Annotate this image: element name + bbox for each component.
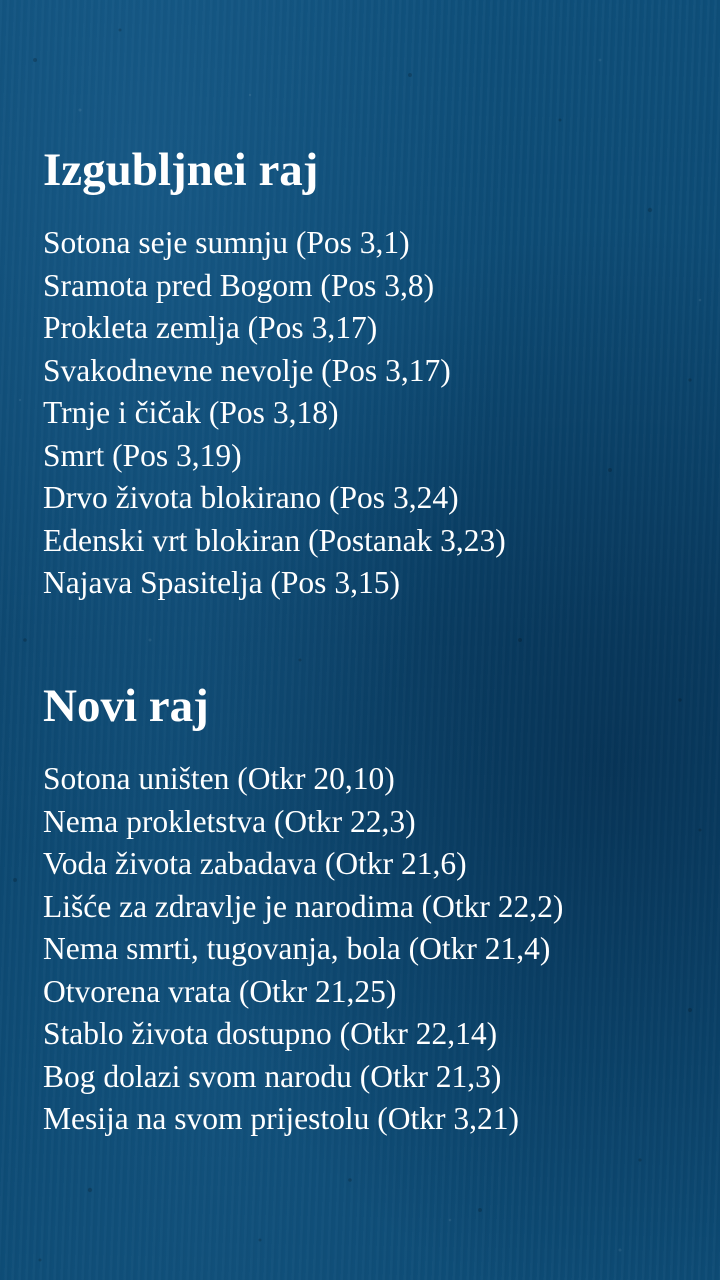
list-item: Nema prokletstva (Otkr 22,3) [43, 803, 416, 839]
list-item: Edenski vrt blokiran (Postanak 3,23) [43, 522, 506, 558]
list-item: Mesija na svom prijestolu (Otkr 3,21) [43, 1101, 519, 1136]
list-item: Voda života zabadava (Otkr 21,6) [43, 846, 467, 881]
list-item: Trnje i čičak (Pos 3,18) [43, 395, 339, 430]
list-item: Lišće za zdravlje je narodima (Otkr 22,2) [43, 888, 564, 924]
list-item: Otvorena vrata (Otkr 21,25) [43, 973, 397, 1009]
list-item: Sotona seje sumnju (Pos 3,1) [43, 225, 410, 260]
list-item: Bog dolazi svom narodu (Otkr 21,3) [43, 1058, 502, 1094]
section-title-novi-raj: Novi raj [43, 680, 209, 732]
list-item: Stablo života dostupno (Otkr 22,14) [43, 1016, 498, 1051]
section-title-izgubljeni-raj: Izgubljnei raj [43, 144, 319, 196]
list-item: Sotona uništen (Otkr 20,10) [43, 761, 395, 796]
list-item: Smrt (Pos 3,19) [43, 437, 242, 473]
list-item: Najava Spasitelja (Pos 3,15) [43, 565, 400, 600]
list-izgubljeni-raj [43, 222, 506, 605]
list-item: Sramota pred Bogom (Pos 3,8) [43, 267, 435, 303]
list-novi-raj [43, 758, 563, 1141]
list-item: Svakodnevne nevolje (Pos 3,17) [43, 352, 451, 388]
list-item: Nema smrti, tugovanja, bola (Otkr 21,4) [43, 931, 551, 966]
list-item: Prokleta zemlja (Pos 3,17) [43, 310, 378, 345]
list-item: Drvo života blokirano (Pos 3,24) [43, 480, 459, 515]
